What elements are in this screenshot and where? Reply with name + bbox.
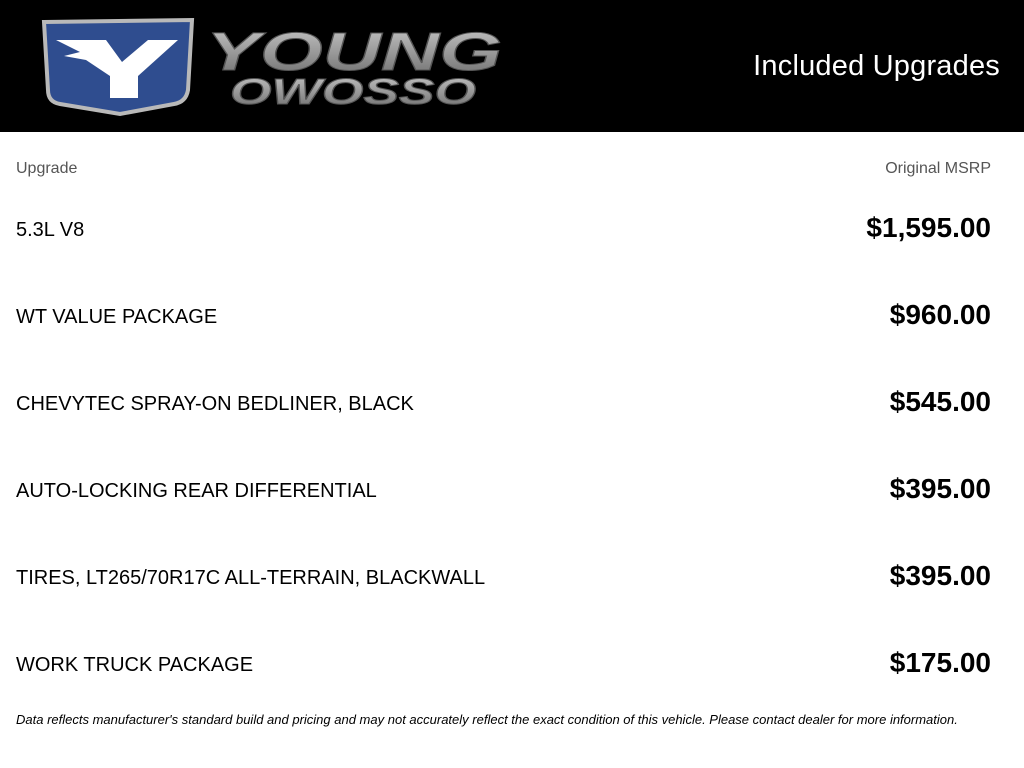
upgrade-row (16, 556, 991, 643)
upgrade-price: $175.00 (889, 647, 991, 678)
upgrade-price: $545.00 (889, 386, 991, 417)
upgrade-name: CHEVYTEC SPRAY-ON BEDLINER, BLACK (16, 393, 414, 415)
column-header-msrp: Original MSRP (885, 160, 991, 177)
svg-text:YOUNG: YOUNG (206, 22, 502, 82)
upgrade-price: $395.00 (889, 560, 991, 591)
disclaimer-text: Data reflects manufacturer's standard build and pricing and may not accurately reflect the exact condition of this vehicle. Please contact dealer for more information. (16, 712, 958, 727)
upgrade-name: WT VALUE PACKAGE (16, 306, 218, 328)
upgrade-name: TIRES, LT265/70R17C ALL-TERRAIN, BLACKWALL (16, 567, 486, 589)
young-owosso-logo-icon (40, 16, 510, 118)
upgrade-name: 5.3L V8 (16, 219, 85, 241)
svg-text:OWOSSO: OWOSSO (230, 71, 476, 112)
upgrade-row (16, 469, 991, 556)
upgrade-row (16, 382, 991, 469)
upgrade-price: $960.00 (889, 299, 991, 330)
upgrade-row (16, 208, 991, 295)
upgrade-price: $1,595.00 (866, 212, 991, 243)
column-headers (16, 160, 991, 180)
column-header-upgrade: Upgrade (16, 160, 78, 177)
dealer-logo[interactable] (40, 16, 510, 118)
upgrade-price: $395.00 (889, 473, 991, 504)
upgrade-row (16, 295, 991, 382)
page-title: Included Upgrades (753, 50, 1000, 82)
header-bar (0, 0, 1024, 132)
upgrade-list (16, 208, 991, 730)
upgrade-name: WORK TRUCK PACKAGE (16, 654, 254, 676)
upgrade-name: AUTO-LOCKING REAR DIFFERENTIAL (16, 480, 377, 502)
